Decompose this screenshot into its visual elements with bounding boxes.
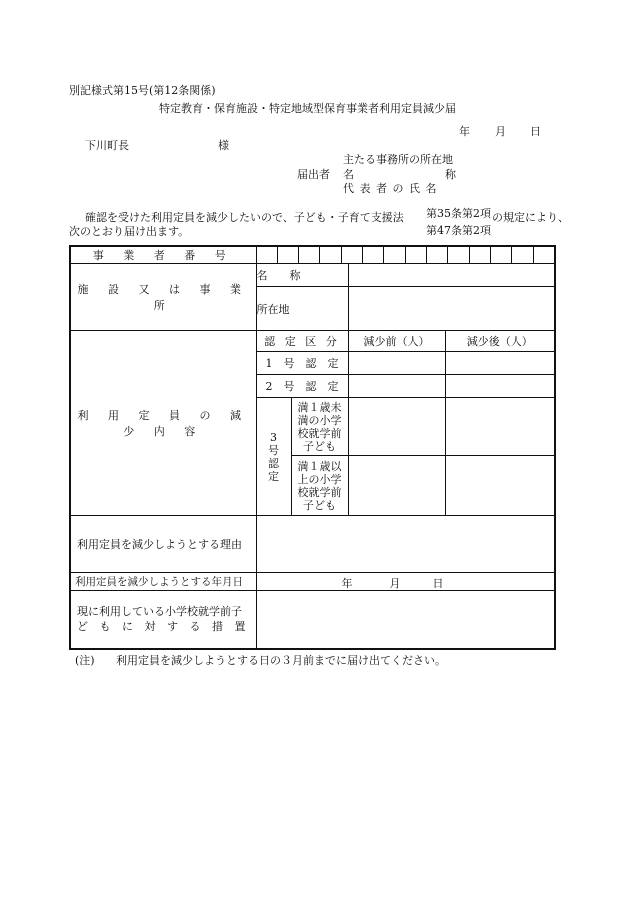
clause-a: 第35条第2項 [426, 207, 491, 220]
cert-3-over-1-label: 満１歳以 上の小学 校就学前 子ども [291, 456, 348, 516]
reason-field[interactable] [256, 516, 555, 573]
office-location-label: 主たる事務所の所在地 [343, 153, 453, 166]
submitter-label: 届出者 [297, 168, 330, 181]
cert-1-after-field[interactable] [445, 352, 555, 375]
reduction-date-day: 日 [432, 577, 444, 590]
reduction-date-label: 利用定員を減少しようとする年月日 [70, 573, 256, 591]
representative-name-label: 代 表 者 の 氏 名 [343, 182, 438, 195]
body-line-1-end: の規定により、 [492, 211, 569, 224]
name-label-b: 称 [445, 168, 456, 181]
measures-field[interactable] [256, 591, 555, 649]
facility-label: 施 設 又 は 事 業 所 [70, 264, 256, 331]
facility-name-field[interactable] [348, 264, 555, 287]
body-line-1: 確認を受けた利用定員を減少したいので、子ども・子育て支援法 [85, 211, 404, 224]
form-table [69, 245, 556, 650]
reduction-date-month: 月 [389, 577, 401, 590]
date-year-label: 年 [459, 125, 470, 138]
note-label: (注) [75, 654, 95, 667]
note-text: 利用定員を減少しようとする日の３月前までに届け出てください。 [116, 654, 446, 667]
cert-3-under-1-before-field[interactable] [348, 398, 445, 456]
clause-b: 第47条第2項 [426, 224, 491, 237]
reduction-date-field[interactable] [256, 573, 555, 591]
facility-location-label: 所在地 [256, 287, 348, 331]
cert-1-label: 1 号 認 定 [256, 352, 348, 375]
facility-name-label: 名 称 [256, 264, 348, 287]
cert-2-label: 2 号 認 定 [256, 375, 348, 398]
cert-1-before-field[interactable] [348, 352, 445, 375]
document-title: 特定教育・保育施設・特定地域型保育事業者利用定員減少届 [159, 102, 456, 115]
cert-3-over-1-before-field[interactable] [348, 456, 445, 516]
cert-3-under-1-label: 満１歳未 満の小学 校就学前 子ども [291, 398, 348, 456]
cert-2-after-field[interactable] [445, 375, 555, 398]
form-reference: 別記様式第15号(第12条関係) [69, 84, 216, 97]
business-number-label: 事 業 者 番 号 [70, 246, 256, 264]
date-month-label: 月 [495, 125, 506, 138]
cert-3-over-1-after-field[interactable] [445, 456, 555, 516]
after-header: 減少後（人） [445, 331, 555, 352]
recipient-honorific: 様 [218, 139, 229, 152]
reduction-content-label: 利 用 定 員 の 減 少 内 容 [70, 331, 256, 516]
reduction-date-year: 年 [341, 577, 353, 590]
category-header: 認 定 区 分 [256, 331, 348, 352]
measures-label: 現に利用している小学校就学前子 ど も に 対 す る 措 置 [70, 591, 256, 649]
cert-2-before-field[interactable] [348, 375, 445, 398]
recipient: 下川町長 [85, 139, 129, 152]
reason-label: 利用定員を減少しようとする理由 [70, 516, 256, 573]
cert-3-under-1-after-field[interactable] [445, 398, 555, 456]
name-label-a: 名 [343, 168, 354, 181]
body-line-2: 次のとおり届け出ます。 [69, 225, 190, 238]
cert-3-label: 3 号 認 定 [256, 398, 291, 516]
business-number-field[interactable] [256, 246, 555, 264]
date-day-label: 日 [530, 125, 541, 138]
facility-location-field[interactable] [348, 287, 555, 331]
before-header: 減少前（人） [348, 331, 445, 352]
